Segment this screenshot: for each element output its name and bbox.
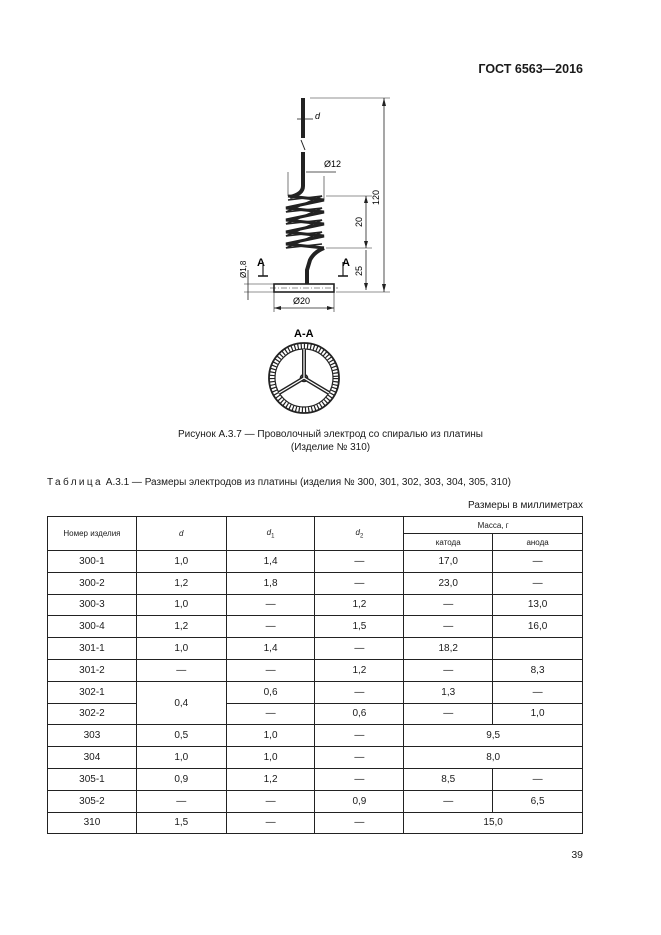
table-cell: — (404, 659, 493, 681)
figure-caption (0, 428, 661, 454)
header-anode: анода (493, 534, 583, 551)
table-row (48, 768, 583, 790)
wire-mid (301, 152, 305, 182)
table-cell: 303 (48, 725, 137, 747)
dim-20-label: 20 (354, 216, 364, 227)
table-cell (493, 638, 583, 660)
table-cell: 1,2 (136, 572, 226, 594)
table-cell: 300-4 (48, 616, 137, 638)
table-row (48, 790, 583, 812)
table-cell: 305-2 (48, 790, 137, 812)
table-cell: — (315, 551, 404, 573)
table-cell: — (315, 812, 404, 834)
table-cell: 302-1 (48, 681, 137, 703)
table-row (48, 703, 583, 725)
table-caption-text: А.3.1 — Размеры электродов из платины (изделия № 300, 301, 302, 303, 304, 305, 310) (105, 477, 511, 488)
table-cell: — (136, 659, 226, 681)
table-cell: 0,6 (315, 703, 404, 725)
table-cell: 0,9 (136, 768, 226, 790)
table-cell: 305-1 (48, 768, 137, 790)
table-cell: 1,3 (404, 681, 493, 703)
electrode-dimensions-table (47, 516, 583, 834)
table-cell: 1,0 (136, 551, 226, 573)
table-cell: — (493, 572, 583, 594)
section-a-right: A (342, 257, 350, 269)
table-cell: 8,3 (493, 659, 583, 681)
break-mark (301, 140, 305, 150)
dim-25-label: 25 (354, 265, 364, 276)
table-cell: 8,5 (404, 768, 493, 790)
table-cell: — (315, 747, 404, 769)
table-cell: 1,2 (315, 659, 404, 681)
table-units: Размеры в миллиметрах (468, 500, 583, 511)
table-cell: — (226, 659, 315, 681)
table-cell: 1,4 (226, 638, 315, 660)
table-cell: — (315, 572, 404, 594)
table-cell: 13,0 (493, 594, 583, 616)
section-view (269, 343, 339, 413)
table-cell: — (226, 594, 315, 616)
table-cell: — (226, 790, 315, 812)
table-caption (47, 477, 511, 488)
wire-top (301, 98, 305, 138)
table-cell: 0,5 (136, 725, 226, 747)
table-cell: 1,2 (226, 768, 315, 790)
table-row (48, 725, 583, 747)
header-cathode: катода (404, 534, 493, 551)
table-row (48, 616, 583, 638)
table-cell: 8,0 (404, 747, 583, 769)
table-cell: — (493, 768, 583, 790)
table-cell: 1,0 (226, 747, 315, 769)
caption-line-2: (Изделие № 310) (290, 442, 371, 453)
table-cell: 0,4 (136, 681, 226, 725)
header-item: Номер изделия (48, 517, 137, 551)
table-cell: 17,0 (404, 551, 493, 573)
table-cell: — (226, 703, 315, 725)
dim-120-label: 120 (371, 189, 381, 205)
table-cell: 301-1 (48, 638, 137, 660)
standard-number: ГОСТ 6563—2016 (478, 62, 583, 76)
table-cell: 300-2 (48, 572, 137, 594)
table-cell: 18,2 (404, 638, 493, 660)
table-cell: 16,0 (493, 616, 583, 638)
table-cell: — (136, 790, 226, 812)
table-cell: 1,4 (226, 551, 315, 573)
table-cell: — (404, 703, 493, 725)
wire-bend (290, 182, 303, 197)
table-cell: 1,0 (136, 594, 226, 616)
table-cell: 0,9 (315, 790, 404, 812)
section-title: A-A (294, 328, 314, 340)
table-cell: — (493, 551, 583, 573)
table-cell: — (315, 768, 404, 790)
table-cell: 15,0 (404, 812, 583, 834)
table-cell: 1,2 (136, 616, 226, 638)
section-a-left: A (257, 257, 265, 269)
table-cell: 23,0 (404, 572, 493, 594)
table-cell: 1,2 (315, 594, 404, 616)
table-row (48, 572, 583, 594)
caption-line-1: Рисунок А.3.7 — Проволочный электрод со спиралью из платины (177, 429, 483, 440)
header-mass: Масса, г (404, 517, 583, 534)
table-cell: 6,5 (493, 790, 583, 812)
dim-diam12-label: Ø12 (324, 159, 342, 169)
table-cell: 1,5 (136, 812, 226, 834)
table-cell: 310 (48, 812, 137, 834)
table-cell: 1,0 (136, 638, 226, 660)
table-cell: 302-2 (48, 703, 137, 725)
table-cell: 1,5 (315, 616, 404, 638)
table-cell: 1,8 (226, 572, 315, 594)
dim-d-label: d (315, 111, 321, 121)
table-cell: 9,5 (404, 725, 583, 747)
table-cell: — (315, 681, 404, 703)
table-cell: 1,0 (136, 747, 226, 769)
dim-diam20-label: Ø20 (293, 296, 311, 306)
table-row (48, 659, 583, 681)
wire-lower (307, 248, 324, 284)
table-cell: 0,6 (226, 681, 315, 703)
table-cell: 300-1 (48, 551, 137, 573)
table-cell: — (226, 616, 315, 638)
table-row (48, 747, 583, 769)
table-row (48, 681, 583, 703)
table-cell: 1,0 (226, 725, 315, 747)
table-row (48, 812, 583, 834)
table-cell: — (493, 681, 583, 703)
header-d: d (136, 517, 226, 551)
table-caption-prefix: Таблица (47, 477, 104, 488)
table-cell: — (226, 812, 315, 834)
spiral-coil (286, 196, 324, 248)
page-number: 39 (571, 849, 583, 861)
table-cell: — (404, 790, 493, 812)
table-row (48, 638, 583, 660)
table-cell: 300-3 (48, 594, 137, 616)
header-d1: $d_1$ (226, 517, 315, 551)
table-row (48, 551, 583, 573)
table-cell: — (404, 616, 493, 638)
dim-d1-label: Ø1,8 (239, 260, 248, 278)
table-cell: — (404, 594, 493, 616)
header-d2: $d_2$ (315, 517, 404, 551)
table-cell: 304 (48, 747, 137, 769)
table-cell: 1,0 (493, 703, 583, 725)
electrode-drawing (0, 0, 661, 420)
table-cell: — (315, 638, 404, 660)
table-cell: 301-2 (48, 659, 137, 681)
table-row (48, 594, 583, 616)
table-cell: — (315, 725, 404, 747)
